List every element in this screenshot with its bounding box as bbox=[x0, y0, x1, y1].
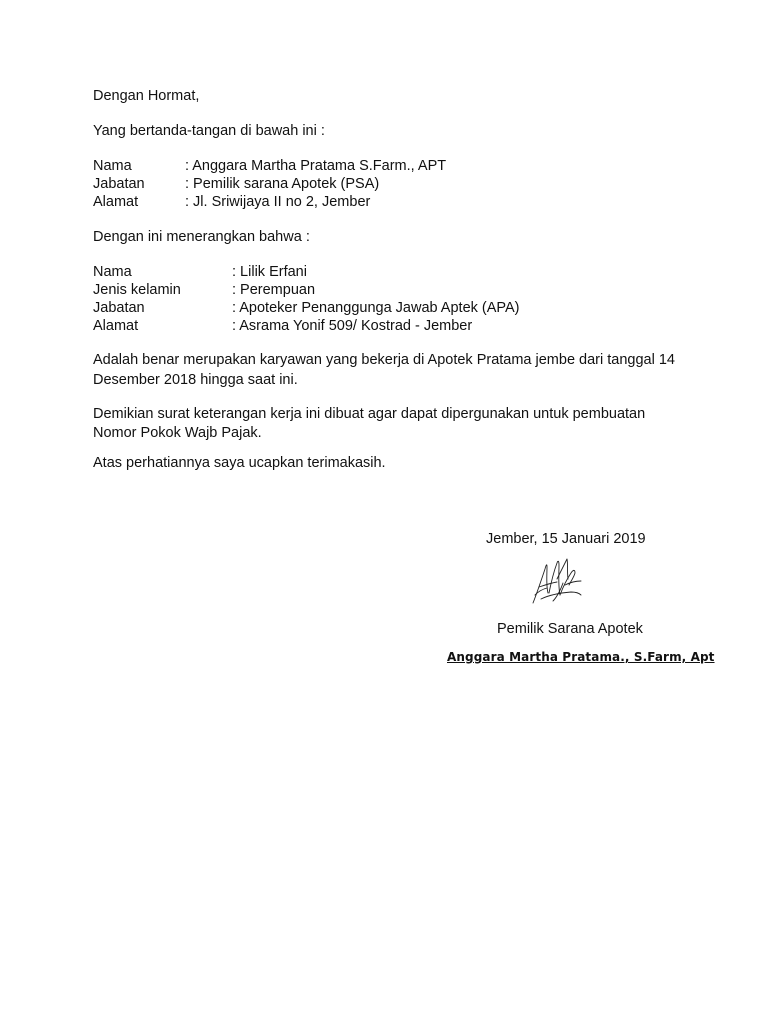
paragraph-employment-line1: Adalah benar merupakan karyawan yang bekerja di Apotek Pratama jembe dari tanggal 14 bbox=[93, 352, 675, 368]
employee-gender-label: Jenis kelamin bbox=[93, 282, 181, 298]
paragraph-employment-line2: Desember 2018 hingga saat ini. bbox=[93, 372, 298, 388]
statement-text: Dengan ini menerangkan bahwa : bbox=[93, 229, 310, 245]
intro-text: Yang bertanda-tangan di bawah ini : bbox=[93, 123, 325, 139]
employee-address-label: Alamat bbox=[93, 318, 139, 334]
employee-address-value: : Asrama Yonif 509/ Kostrad - Jember bbox=[232, 318, 473, 334]
employee-position-label: Jabatan bbox=[93, 300, 145, 316]
paragraph-purpose-line2: Nomor Pokok Wajb Pajak. bbox=[93, 425, 262, 441]
employee-name-value: : Lilik Erfani bbox=[232, 264, 307, 280]
paragraph-purpose-line1: Demikian surat keterangan kerja ini dibuat agar dapat dipergunakan untuk pembuatan bbox=[93, 406, 646, 422]
signer-title: Pemilik Sarana Apotek bbox=[497, 621, 643, 637]
place-date: Jember, 15 Januari 2019 bbox=[486, 531, 646, 547]
signer-position-value: : Pemilik sarana Apotek (PSA) bbox=[185, 176, 380, 192]
thanks-text: Atas perhatiannya saya ucapkan terimakasih. bbox=[93, 455, 386, 471]
employee-gender-value: : Perempuan bbox=[232, 282, 316, 298]
employee-name-label: Nama bbox=[93, 264, 132, 280]
handwritten-signature-icon bbox=[527, 555, 583, 607]
salutation: Dengan Hormat, bbox=[93, 88, 200, 104]
signer-address-label: Alamat bbox=[93, 194, 139, 210]
signer-name-label: Nama bbox=[93, 158, 132, 174]
signer-name-value: : Anggara Martha Pratama S.Farm., APT bbox=[185, 158, 447, 174]
signer-printed-name: Anggara Martha Pratama., S.Farm, Apt bbox=[447, 650, 715, 664]
signer-address-value: : Jl. Sriwijaya II no 2, Jember bbox=[185, 194, 371, 210]
employee-position-value: : Apoteker Penanggunga Jawab Aptek (APA) bbox=[232, 300, 520, 316]
signer-position-label: Jabatan bbox=[93, 176, 145, 192]
